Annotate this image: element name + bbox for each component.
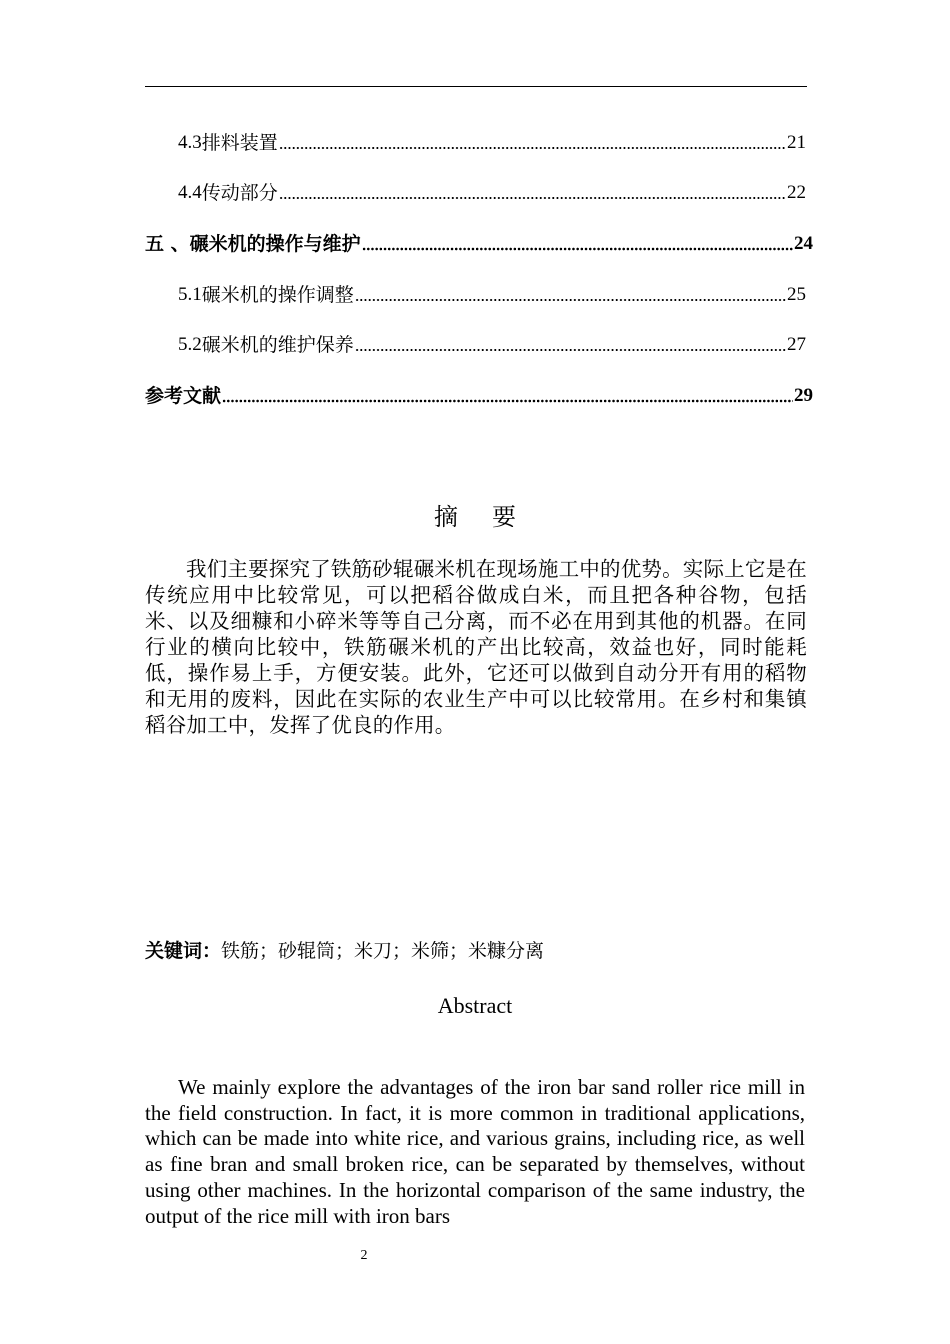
abstract-cn-body: 我们主要探究了铁筋砂辊碾米机在现场施工中的优势。实际上它是在传统应用中比较常见，可以把稻谷做成白米，而且把各种谷物，包括米、以及细糠和小碎米等等自己分离，而不必在用到其他的机器。在同行业的横向比较中，铁筋碾米机的产出比较高，效益也好，同时能耗低，操作易上手，方便安装。此外，它还可以做到自动分开有用的稻物和无用的废料，因此在实际的农业生产中可以比较常用。在乡村和集镇稻谷加工中，发挥了优良的作用。: [145, 557, 807, 737]
toc-entry-5-1[interactable]: [178, 283, 806, 307]
toc-page-number: 21: [787, 132, 806, 153]
toc-entry-chapter-5[interactable]: [145, 232, 813, 256]
toc-entry-title: 碾米机的操作调整: [201, 284, 354, 306]
toc-page-number: 24: [794, 233, 813, 254]
toc-entry-number: 4.3: [178, 132, 202, 153]
toc-entry-title: 排料装置: [201, 132, 278, 154]
abstract-cn-title: 摘要: [434, 503, 550, 531]
toc-entry-title: 传动部分: [201, 182, 278, 204]
toc-page-number: 22: [787, 182, 806, 203]
page-number: 2: [360, 1248, 368, 1263]
toc-page-number: 27: [787, 334, 806, 355]
toc-entry-title: 参考文献: [145, 385, 222, 407]
toc-dot-leader: [362, 247, 793, 251]
toc-page-number: 25: [787, 284, 806, 305]
toc-entry-5-2[interactable]: [178, 333, 806, 357]
abstract-en-body: We mainly explore the advantages of the iron bar sand roller rice mill in the field construction. In fact, it is more common in traditional applications, which can be made into white rice, and various grains, including rice, as well as fine bran and small broken rice, can be separated by themselves, without using other machines. In the horizontal comparison of the same industry, the output of the rice mill with iron bars: [145, 1075, 805, 1228]
toc-dot-leader: [355, 298, 786, 302]
toc-entry-references[interactable]: [145, 384, 813, 408]
toc-dot-leader: [279, 146, 786, 150]
toc-entry-4-3[interactable]: [178, 131, 806, 155]
toc-entry-title: 、碾米机的操作与维护: [164, 233, 361, 255]
keywords-line: [145, 938, 807, 964]
toc-entry-title: 碾米机的维护保养: [201, 334, 354, 356]
toc-dot-leader: [279, 196, 786, 200]
toc-entry-number: 4.4: [178, 182, 202, 203]
toc-entry-number: 五: [145, 233, 165, 255]
toc-entry-number: 5.1: [178, 284, 202, 305]
toc-entry-4-4[interactable]: [178, 181, 806, 205]
toc-page-number: 29: [794, 385, 813, 406]
toc-dot-leader: [222, 399, 793, 403]
keywords-values: 铁筋；砂辊筒；米刀；米筛；米糠分离: [221, 940, 545, 962]
abstract-en-title: Abstract: [437, 993, 513, 1018]
toc-entry-number: 5.2: [178, 334, 202, 355]
header-rule: [145, 86, 807, 87]
keywords-label: 关键词：: [145, 940, 222, 962]
toc-dot-leader: [355, 348, 786, 352]
